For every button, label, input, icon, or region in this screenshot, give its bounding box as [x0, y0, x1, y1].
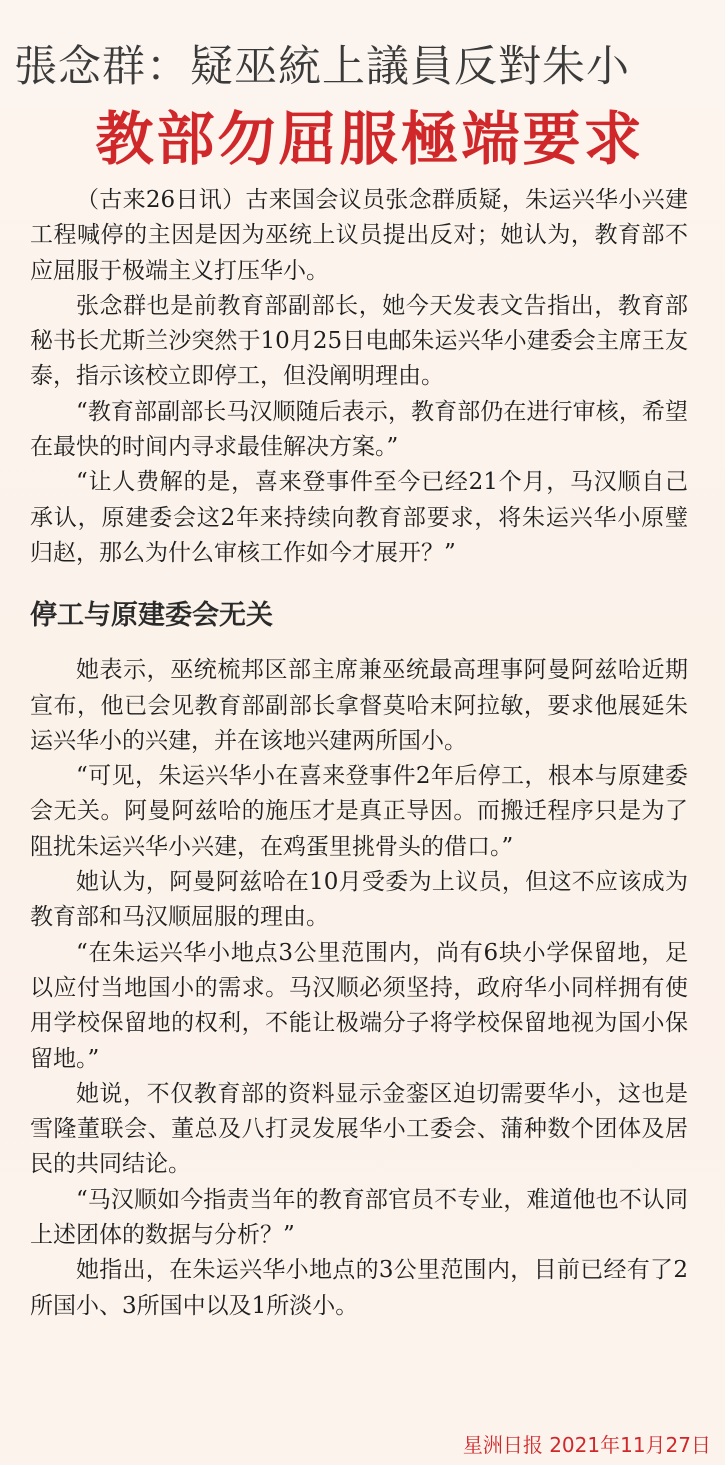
article-paragraph: “马汉顺如今指责当年的教育部官员不专业，难道他也不认同上述团体的数据与分析？” — [30, 1186, 688, 1249]
article-body — [30, 183, 688, 1324]
article-paragraph: 她认为，阿曼阿兹哈在10月受委为上议员，但这不应该成为教育部和马汉顺屈服的理由。 — [30, 869, 688, 931]
article-paragraph: （古来26日讯）古来国会议员张念群质疑，朱运兴华小兴建工程喊停的主因是因为巫统上议员提出反对；她认为，教育部不应屈服于极端主义打压华小。 — [30, 187, 688, 284]
article-paragraph: “教育部副部长马汉顺随后表示，教育部仍在进行审核，希望在最快的时间内寻求最佳解决方案。” — [30, 398, 688, 461]
article-subheading: 停工与原建委会无关 — [30, 600, 273, 632]
article-paragraph: 她表示，巫统梳邦区部主席兼巫统最高理事阿曼阿兹哈近期宣布，他已会见教育部副部长拿督莫哈末阿拉敏，要求他展延朱运兴华小的兴建，并在该地兴建两所国小。 — [30, 657, 688, 754]
headline-line-1: 張念群：疑巫統上議員反對朱小 — [14, 42, 630, 92]
article-paragraph: 张念群也是前教育部副部长，她今天发表文告指出，教育部秘书长尤斯兰沙突然于10月25日电邮朱运兴华小建委会主席王友泰，指示该校立即停工，但没阐明理由。 — [30, 292, 688, 390]
article-paragraph: “可见，朱运兴华小在喜来登事件2年后停工，根本与原建委会无关。阿曼阿兹哈的施压才是真正导因。而搬迁程序只是为了阻扰朱运兴华小兴建，在鸡蛋里挑骨头的借口。” — [30, 763, 688, 860]
article-paragraph: 她说，不仅教育部的资料显示金銮区迫切需要华小，这也是雪隆董联会、董总及八打灵发展华小工委会、蒲种数个团体及居民的共同结论。 — [30, 1080, 688, 1178]
headline-line-2: 教部勿屈服極端要求 — [95, 105, 645, 173]
article-paragraph: “在朱运兴华小地点3公里范围内，尚有6块小学保留地，足以应付当地国小的需求。马汉顺必须坚持，政府华小同样拥有使用学校保留地的权利，不能让极端分子将学校保留地视为国小保留地。” — [30, 939, 688, 1072]
source-credit: 星洲日报 2021年11月27日 — [462, 1433, 711, 1457]
article-paragraph: “让人费解的是，喜来登事件至今已经21个月，马汉顺自己承认，原建委会这2年来持续向教育部要求，将朱运兴华小原璧归赵，那么为什么审核工作如今才展开？” — [30, 469, 688, 566]
article-paragraph: 她指出，在朱运兴华小地点的3公里范围内，目前已经有了2所国小、3所国中以及1所淡小。 — [30, 1257, 688, 1319]
